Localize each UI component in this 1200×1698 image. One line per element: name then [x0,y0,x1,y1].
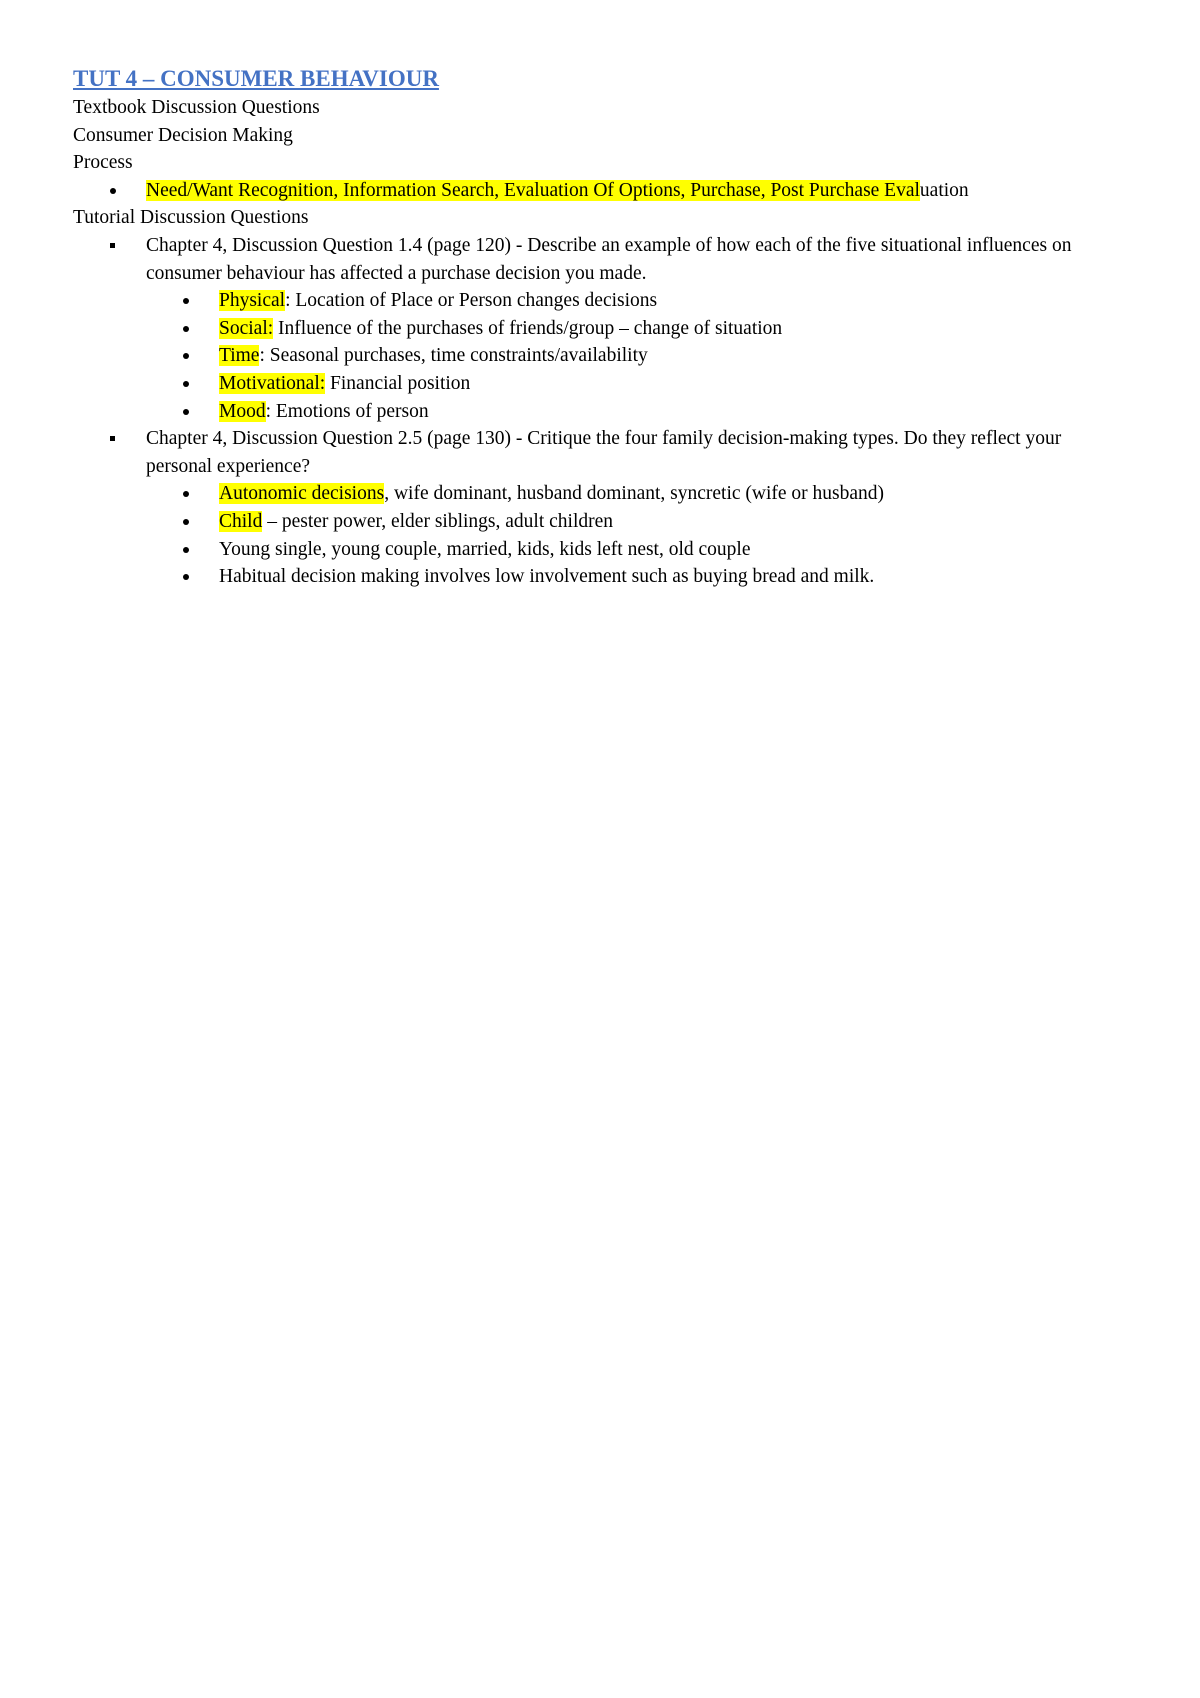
bullet-dot-icon [183,519,189,525]
plain-text: – pester power, elder siblings, adult children [262,510,614,532]
answer-item [73,508,1133,536]
bullet-dot-icon [183,381,189,387]
plain-text: : Location of Place or Person changes decisions [285,290,658,312]
bullet-dot-icon [183,574,189,580]
document-title: TUT 4 – CONSUMER BEHAVIOUR [73,66,439,91]
plain-text: Young single, young couple, married, kids, kids left nest, old couple [219,538,751,560]
bullet-square-icon [110,436,115,441]
answer-item [73,398,1133,426]
plain-text: : Emotions of person [265,400,429,422]
answer-item [73,480,1133,508]
highlighted-text: Social: [219,317,274,339]
answer-item [73,370,1133,398]
bullet-dot-icon [183,547,189,553]
process-heading: Process [73,152,133,174]
bullet-dot-icon [110,188,116,194]
answer-item [73,287,1133,315]
plain-text: : Seasonal purchases, time constraints/availability [259,345,648,367]
question-item [73,425,1133,480]
bullet-dot-icon [183,326,189,332]
highlighted-text: Motivational: [219,372,326,394]
question-item [73,232,1133,287]
plain-text: uation [919,179,969,201]
textbook-heading: Textbook Discussion Questions [73,97,320,118]
question-text: Chapter 4, Discussion Question 1.4 (page 120) - Describe an example of how each of the five situational influences on consumer behaviour has affected a purchase decision you made. [146,234,1072,284]
highlighted-text: Need/Want Recognition, Information Search, Evaluation Of Options, Purchase, Post Purchase Eval [146,179,920,201]
answer-item [73,536,1133,564]
highlighted-text: Child [219,510,263,532]
highlighted-text: Physical [219,290,286,312]
plain-text: , wife dominant, husband dominant, syncretic (wife or husband) [384,483,885,505]
highlighted-text: Autonomic decisions [219,483,385,505]
answer-item [73,315,1133,343]
answer-item [73,342,1133,370]
bullet-dot-icon [183,409,189,415]
bullet-dot-icon [183,353,189,359]
question-text: Chapter 4, Discussion Question 2.5 (page 130) - Critique the four family decision-making types. Do they reflect your personal experience? [146,428,1062,477]
answer-item [73,563,1133,591]
consumer-decision-heading: Consumer Decision Making [73,124,293,146]
bullet-dot-icon [183,298,189,304]
bullet-dot-icon [183,491,189,497]
highlighted-text: Time [219,345,260,367]
plain-text: Habitual decision making involves low involvement such as buying bread and milk. [219,566,875,588]
bullet-square-icon [110,243,115,248]
highlighted-text: Mood [219,400,266,422]
tutorial-heading: Tutorial Discussion Questions [73,207,309,229]
plain-text: Financial position [325,372,471,394]
plain-text: Influence of the purchases of friends/group – change of situation [273,317,783,339]
document-body [73,64,1133,591]
process-list-item [73,177,1133,205]
